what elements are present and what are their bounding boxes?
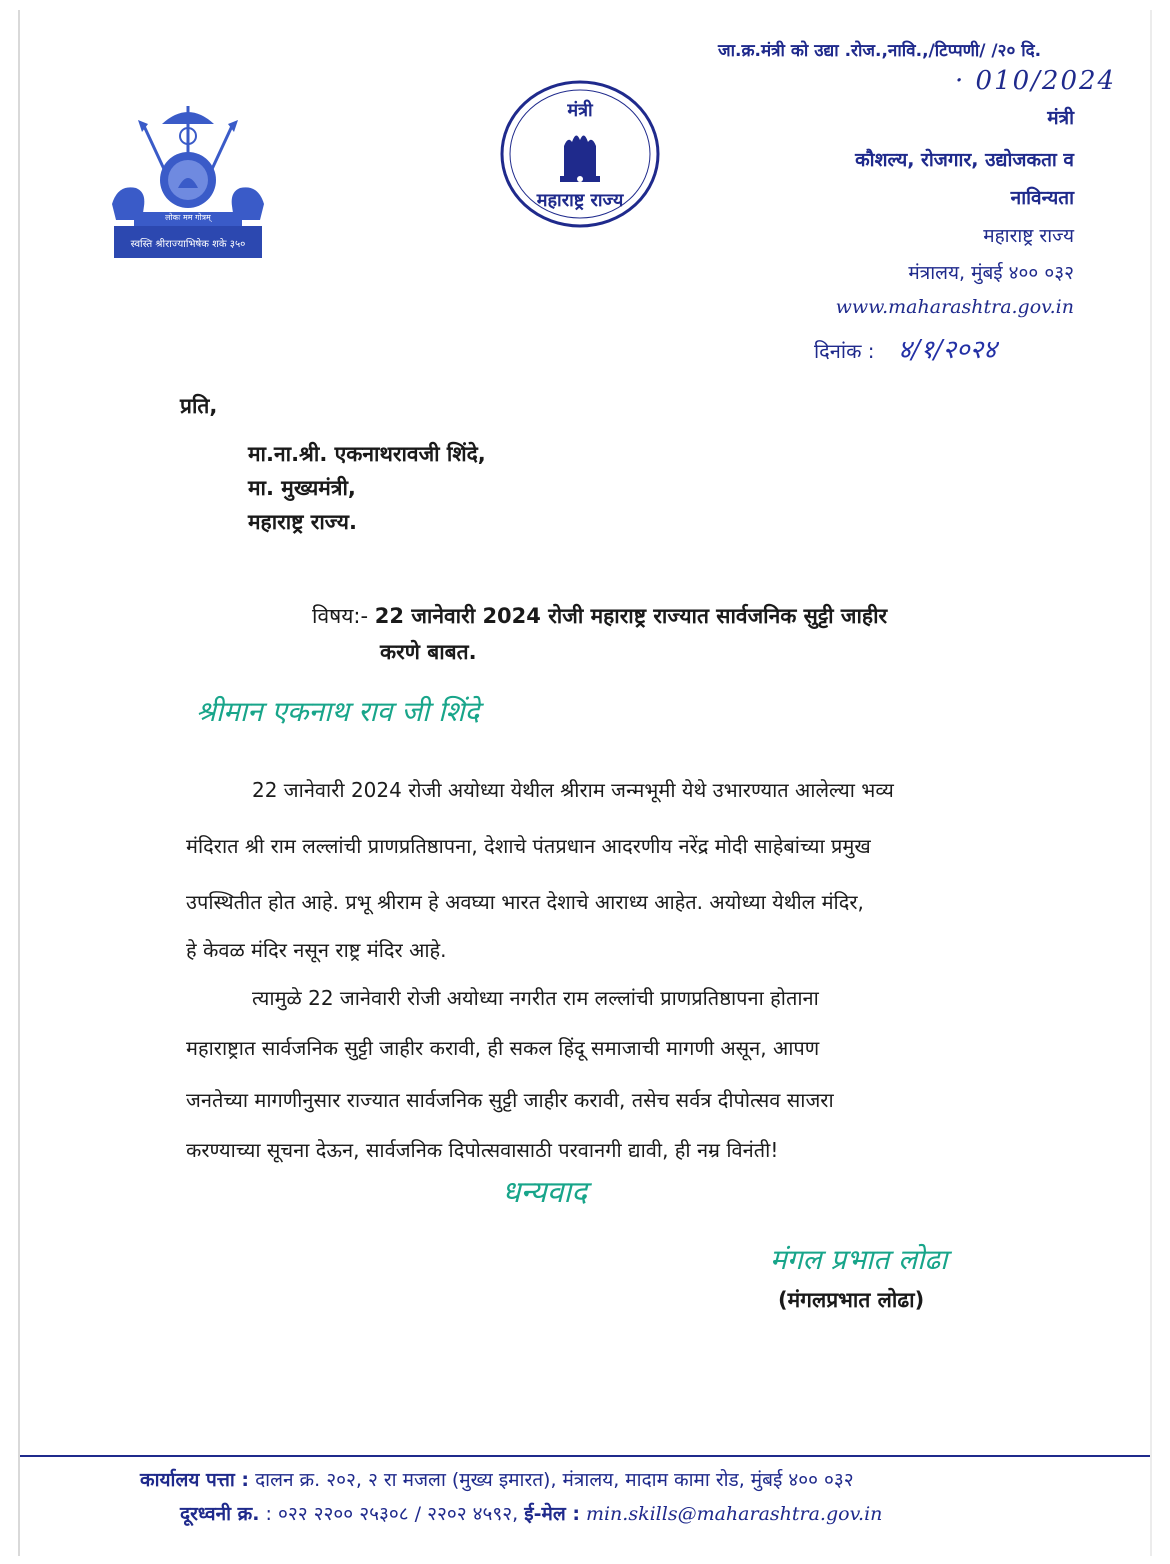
signature-handwritten: मंगल प्रभात लोढा <box>770 1243 948 1276</box>
emblem-caption: स्वस्ति श्रीराज्याभिषेक शके ३५० <box>130 239 246 250</box>
footer-office <box>140 1466 854 1492</box>
footer-contact <box>180 1500 882 1526</box>
footer-email-label: ई-मेल : <box>524 1503 580 1525</box>
subject-line2: करणे बाबत. <box>380 640 477 664</box>
header-dept-line2: नाविन्यता <box>1010 187 1074 209</box>
rajyabhishek-emblem <box>104 96 272 264</box>
closing-handwritten: धन्यवाद <box>502 1175 588 1210</box>
emblem-graphic-icon <box>104 96 272 264</box>
footer-phone-label: दूरध्वनी क्र. <box>180 1503 260 1525</box>
body-p2-line4: करण्याच्या सूचना देऊन, सार्वजनिक दिपोत्सवासाठी परवानगी द्यावी, ही नम्र विनंती! <box>186 1138 779 1162</box>
header-address: मंत्रालय, मुंबई ४०० ०३२ <box>908 262 1074 284</box>
seal-bottom-text: महाराष्ट्र राज्य <box>536 190 624 211</box>
recipient-designation: मा. मुख्यमंत्री, <box>248 476 356 500</box>
body-p1-line1: 22 जानेवारी 2024 रोजी अयोध्या येथील श्रीराम जन्मभूमी येथे उभारण्यात आलेल्या भव्य <box>252 778 894 802</box>
footer-rule <box>20 1455 1150 1457</box>
subject-block <box>312 602 887 630</box>
salutation-handwritten: श्रीमान एकनाथ राव जी शिंदे <box>196 695 480 728</box>
minister-seal <box>498 78 662 230</box>
footer-office-value: दालन क्र. २०२, २ रा मजला (मुख्य इमारत), मंत्रालय, मादाम कामा रोड, मुंबई ४०० ०३२ <box>255 1469 854 1491</box>
date-label: दिनांक : <box>814 339 875 363</box>
date-handwritten: ४/१/२०२४ <box>898 335 997 365</box>
subject-line1: 22 जानेवारी 2024 रोजी महाराष्ट्र राज्यात सार्वजनिक सुट्टी जाहीर <box>374 604 888 628</box>
header-website: www.maharashtra.gov.in <box>835 296 1074 318</box>
header-dept-line1: कौशल्य, रोजगार, उद्योजकता व <box>855 149 1074 171</box>
body-p1-line4: हे केवळ मंदिर नसून राष्ट्र मंदिर आहे. <box>186 938 447 962</box>
reference-line: जा.क्र.मंत्री को उद्या .रोज.,नावि.,/टिप्पणी/ /२० दि. <box>718 41 1042 61</box>
recipient-state: महाराष्ट्र राज्य. <box>248 510 357 534</box>
signature-printed: (मंगलप्रभात लोढा) <box>778 1288 925 1312</box>
body-p2-line3: जनतेच्या मागणीनुसार राज्यात सार्वजनिक सुट्टी जाहीर करावी, तसेच सर्वत्र दीपोत्सव साजरा <box>186 1088 834 1112</box>
body-p1-line2: मंदिरात श्री राम लल्लांची प्राणप्रतिष्ठापना, देशाचे पंतप्रधान आदरणीय नरेंद्र मोदी साहेबांच्या प्रमुख <box>186 834 871 858</box>
reference-number-handwritten: · 010/2024 <box>955 66 1117 96</box>
footer-office-label: कार्यालय पत्ता : <box>140 1469 250 1491</box>
body-p2-line2: महाराष्ट्रात सार्वजनिक सुट्टी जाहीर करावी, ही सकल हिंदू समाजाची मागणी असून, आपण <box>186 1036 820 1060</box>
header-state: महाराष्ट्र राज्य <box>983 225 1074 247</box>
footer-phone-value: : ०२२ २२०० २५३०८ / २२०२ ४५९२, <box>265 1503 519 1525</box>
subject-label: विषय:- <box>312 604 369 628</box>
body-p2-line1: त्यामुळे 22 जानेवारी रोजी अयोध्या नगरीत राम लल्लांची प्राणप्रतिष्ठापना होताना <box>252 986 819 1010</box>
header-title: मंत्री <box>1047 107 1074 129</box>
seal-top-text: मंत्री <box>567 100 593 121</box>
emblem-ribbon-text: लोकः मम गोत्रम् <box>165 213 211 222</box>
recipient-name: मा.ना.श्री. एकनाथरावजी शिंदे, <box>248 442 486 466</box>
body-p1-line3: उपस्थितीत होत आहे. प्रभू श्रीराम हे अवघ्या भारत देशाचे आराध्य आहेत. अयोध्या येथील मंदिर, <box>186 890 864 914</box>
recipient-prati: प्रति, <box>180 394 218 418</box>
footer-email-value[interactable]: min.skills@maharashtra.gov.in <box>585 1503 883 1525</box>
seal-graphic-icon <box>498 78 662 230</box>
